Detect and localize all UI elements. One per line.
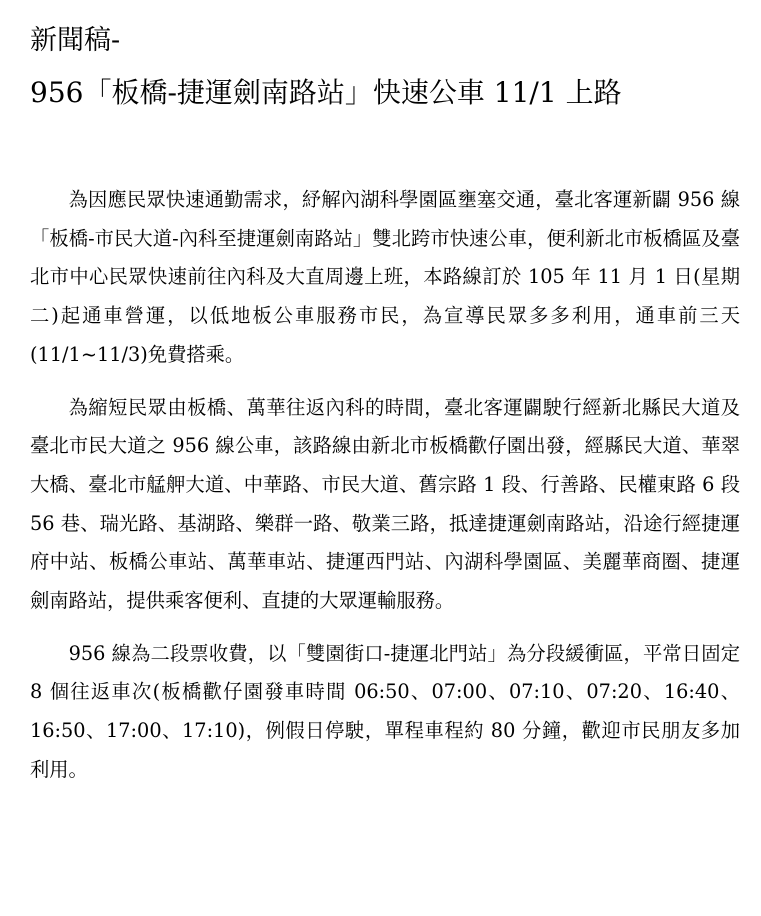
document-body [30, 181, 740, 790]
paragraph-1: 為因應民眾快速通勤需求，紓解內湖科學園區壅塞交通，臺北客運新闢 956 線「板橋-市民大道-內科至捷運劍南路站」雙北跨市快速公車，便利新北市板橋區及臺北市中心民眾快速前往內科及大直周邊上班，本路線訂於 105 年 11 月 1 日(星期二)起通車營運，以低地板公車服務市民，為宣導民眾多多利用，通車前三天(11/1~11/3)免費搭乘。 [30, 188, 740, 366]
paragraph-3: 956 線為二段票收費，以「雙園街口-捷運北門站」為分段緩衝區，平常日固定 8 個往返車次(板橋歡仔園發車時間 06:50、07:00、07:10、07:20、16:40、16:50、17:00、17:10)，例假日停駛，單程車程約 80 分鐘，歡迎市民朋友多加利用。 [30, 641, 740, 781]
document-title: 956「板橋-捷運劍南路站」快速公車 11/1 上路 [30, 76, 622, 109]
document-heading-label: 新聞稿- [30, 25, 121, 56]
paragraph-2: 為縮短民眾由板橋、萬華往返內科的時間，臺北客運闢駛行經新北縣民大道及臺北市民大道之 956 線公車，該路線由新北市板橋歡仔園出發，經縣民大道、華翠大橋、臺北市艋舺大道、中華路、市民大道、舊宗路 1 段、行善路、民權東路 6 段 56 巷、瑞光路、基湖路、樂群一路、敬業三路，抵達捷運劍南路站，沿途行經捷運府中站、板橋公車站、萬華車站、捷運西門站、內湖科學園區、美麗華商圈、捷運劍南路站，提供乘客便利、直捷的大眾運輸服務。 [30, 395, 740, 613]
